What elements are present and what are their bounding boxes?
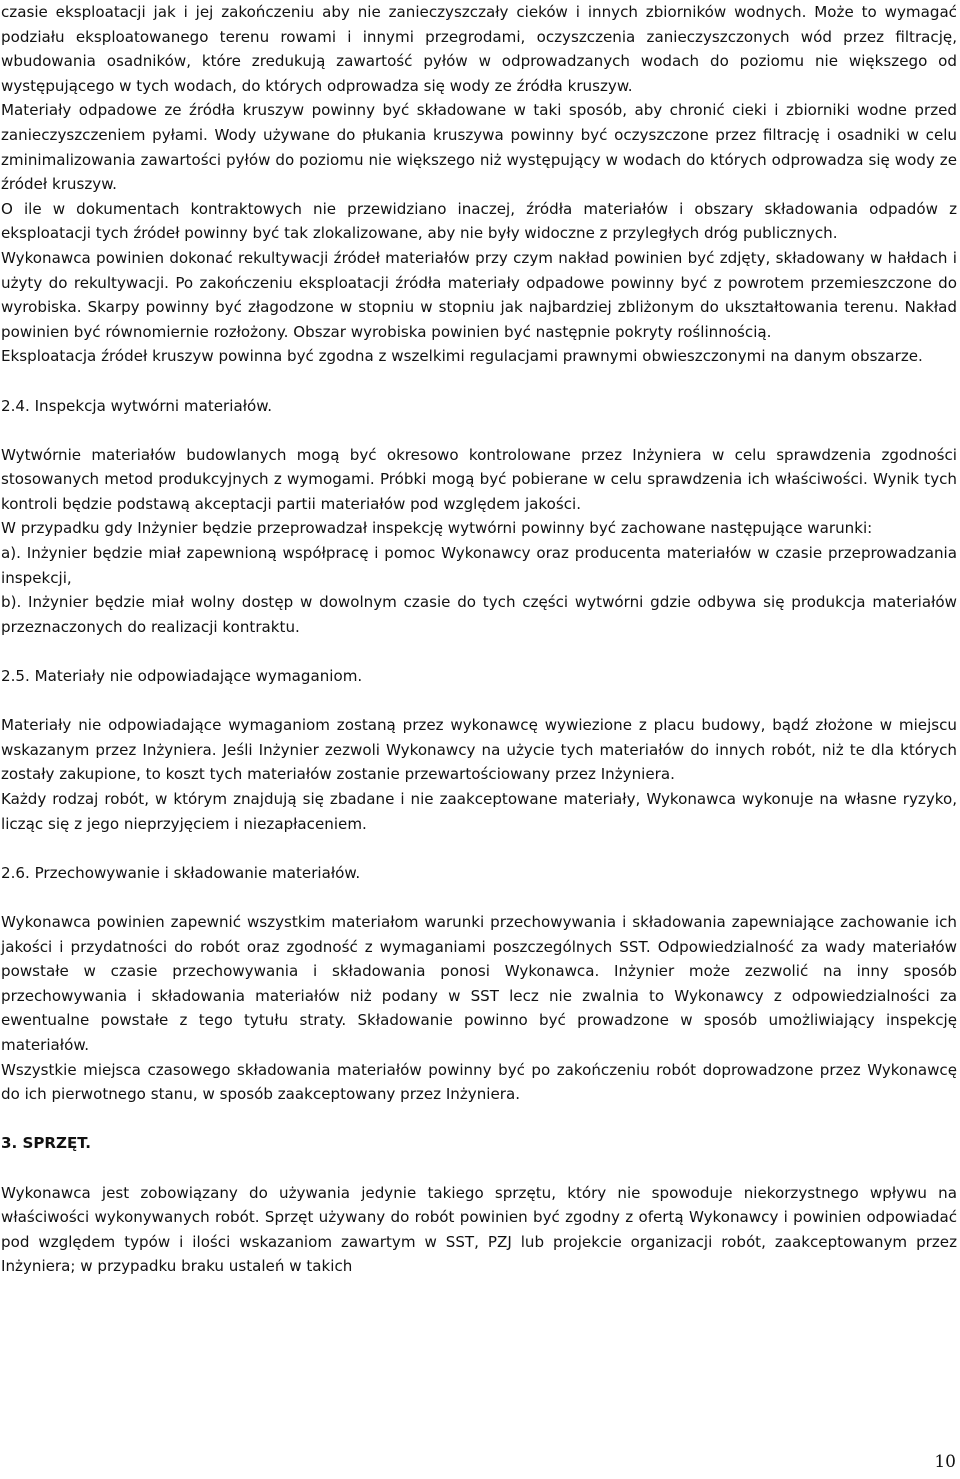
spacer [1, 369, 957, 394]
paragraph: Materiały odpadowe ze źródła kruszyw powinny być składowane w taki sposób, aby chronić cieki i zbiorniki wodne przed zanieczyszczeniem pyłami. Wody używane do płukania kruszywa powinny być oczyszczone przez filtrację i osadniki w celu zminimalizowania zawartości pyłów do poziomu nie większego niż występujący w wodach do których odprowadza się wody ze źródeł kruszyw. [1, 101, 957, 194]
section-heading: 2.5. Materiały nie odpowiadające wymaganiom. [1, 667, 363, 686]
paragraph: Wykonawca powinien dokonać rekultywacji źródeł materiałów przy czym nakład powinien być zdjęty, składowany w hałdach i użyty do rekultywacji. Po zakończeniu eksploatacji źródła materiały odpadowe powinny być z powrotem przemieszczone do wyrobiska. Skarpy powinny być złagodzone w stopniu w stopniu jak najbardziej zbliżonym do ukształtowania terenu. Nakład powinien być równomiernie rozłożony. Obszar wyrobiska powinien być następnie pokryty roślinnością. [1, 248, 957, 341]
paragraph: Wszystkie miejsca czasowego składowania materiałów powinny być po zakończeniu robót doprowadzone przez Wykonawcę do ich pierwotnego stanu, w sposób zaakceptowany przez Inżyniera. [1, 1060, 957, 1104]
section-heading: 2.6. Przechowywanie i składowanie materiałów. [1, 863, 361, 882]
paragraph: W przypadku gdy Inżynier będzie przeprowadzał inspekcję wytwórni powinny być zachowane następujące warunki: [1, 519, 873, 538]
page-number: 10 [934, 1452, 956, 1472]
spacer [1, 885, 957, 910]
paragraph: Eksploatacja źródeł kruszyw powinna być zgodna z wszelkimi regulacjami prawnymi obwieszczonymi na danym obszarze. [1, 347, 923, 366]
paragraph: Każdy rodzaj robót, w którym znajdują się zbadane i nie zaakceptowane materiały, Wykonawca wykonuje na własne ryzyko, licząc się z jego nieprzyjęciem i niezapłaceniem. [1, 790, 957, 833]
paragraph: Wykonawca powinien zapewnić wszystkim materiałom warunki przechowywania i składowania zapewniające zachowanie ich jakości i przydatności do robót oraz zgodność z wymaganiami poszczególnych SST. Odpowiedzialność za wady materiałów powstałe w czasie przechowywania i składowania ponosi Wykonawca. Inżynier może zezwolić na inny sposób przechowywania i składowania materiałów niż podany w SST lecz nie zwalnia to Wykonawcy z odpowiedzialności za ewentualne powstałe z tego tytułu straty. Składowanie powinno być prowadzone w sposób umożliwiający inspekcję materiałów. [1, 912, 957, 1054]
paragraph: b). Inżynier będzie miał wolny dostęp w dowolnym czasie do tych części wytwórni gdzie odbywa się produkcja materiałów przeznaczonych do realizacji kontraktu. [1, 593, 957, 636]
paragraph: Wytwórnie materiałów budowlanych mogą być okresowo kontrolowane przez Inżyniera w celu sprawdzenia zgodności stosowanych metod produkcyjnych z wymogami. Próbki mogą być pobierane w celu sprawdzenia ich właściwości. Wynik tych kontroli będzie podstawą akceptacji partii materiałów pod względem jakości. [1, 445, 957, 513]
paragraph: O ile w dokumentach kontraktowych nie przewidziano inaczej, źródła materiałów i obszary składowania odpadów z eksploatacji tych źródeł powinny być tak zlokalizowane, aby nie były widoczne z przyległych dróg publicznych. [1, 199, 957, 243]
document-body [1, 0, 957, 1279]
spacer [1, 1107, 957, 1132]
section-heading: 2.4. Inspekcja wytwórni materiałów. [1, 396, 272, 415]
spacer [1, 418, 957, 443]
paragraph: czasie eksploatacji jak i jej zakończeniu aby nie zanieczyszczały cieków i innych zbiorników wodnych. Może to wymagać podziału eksploatowanego terenu rowami i innymi przegrodami, oczyszczenia zanieczyszczonych wód przez filtrację, wbudowania osadników, które zredukują zawartość pyłów w odprowadzanych wodach do poziomu nie większego od występującego w tych wodach, do których odprowadza się wody ze źródła kruszyw. [1, 3, 957, 95]
paragraph: a). Inżynier będzie miał zapewnioną współpracę i pomoc Wykonawcy oraz producenta materiałów w czasie przeprowadzania inspekcji, [1, 544, 957, 587]
spacer [1, 639, 957, 664]
spacer [1, 836, 957, 861]
spacer [1, 689, 957, 714]
paragraph: Materiały nie odpowiadające wymaganiom zostaną przez wykonawcę wywiezione z placu budowy, bądź złożone w miejscu wskazanym przez Inżyniera. Jeśli Inżynier zezwoli Wykonawcy na użycie tych materiałów do innych robót, niż te dla których zostały zakupione, to koszt tych materiałów zostanie przewartościowany przez Inżyniera. [1, 716, 957, 784]
section-heading: 3. SPRZĘT. [1, 1134, 92, 1153]
spacer [1, 1156, 957, 1181]
paragraph: Wykonawca jest zobowiązany do używania jedynie takiego sprzętu, który nie spowoduje niekorzystnego wpływu na właściwości wykonywanych robót. Sprzęt używany do robót powinien być zgodny z ofertą Wykonawcy i powinien odpowiadać pod względem typów i ilości wskazaniom zawartym w SST, PZJ lub projekcie organizacji robót, zaakceptowanym przez Inżyniera; w przypadku braku ustaleń w takich [1, 1183, 957, 1276]
